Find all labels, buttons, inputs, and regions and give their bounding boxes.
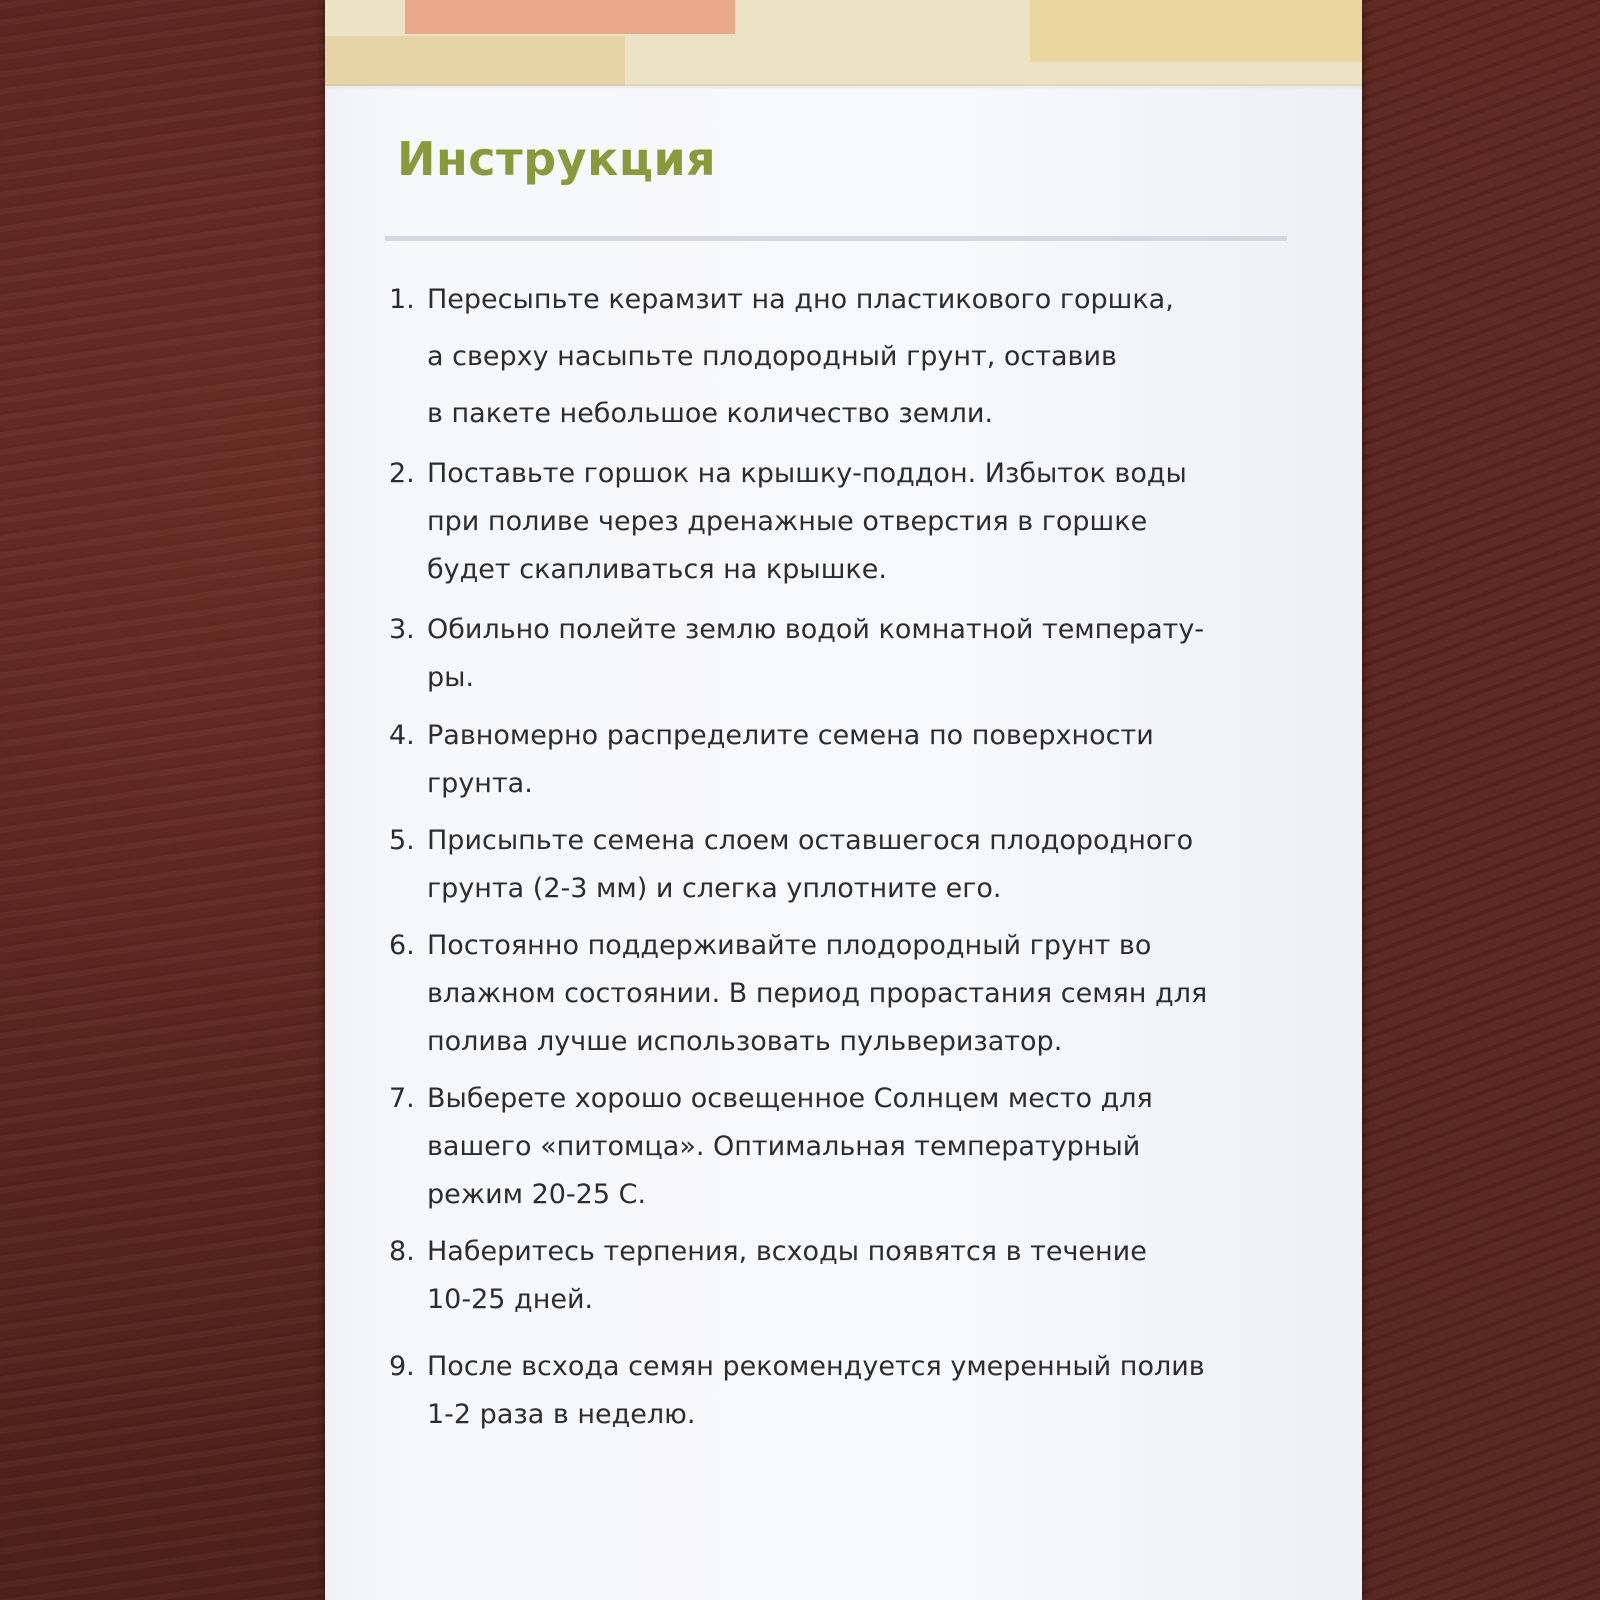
step-text-line: грунта (2-3 мм) и слегка уплотните его. bbox=[427, 873, 1002, 904]
header-torn-edge bbox=[325, 84, 1362, 90]
step-text-line: при поливе через дренажные отверстия в горшке bbox=[427, 506, 1148, 537]
step-number: 7. bbox=[389, 1083, 415, 1114]
step-text-line: Поставьте горшок на крышку-поддон. Избыток воды bbox=[427, 458, 1187, 489]
step-number: 8. bbox=[389, 1236, 415, 1267]
step-text-line: После всхода семян рекомендуется умеренный полив bbox=[427, 1351, 1205, 1382]
step-number: 3. bbox=[389, 614, 415, 645]
step-text-line: в пакете небольшое количество земли. bbox=[427, 398, 994, 429]
instruction-leaflet bbox=[325, 0, 1362, 1600]
step-text-line: вашего «питомца». Оптимальная температурный bbox=[427, 1131, 1141, 1162]
step-text-line: Равномерно распределите семена по поверхности bbox=[427, 720, 1154, 751]
step-text-line: полива лучше использовать пульверизатор. bbox=[427, 1026, 1063, 1057]
step-text-line: 10-25 дней. bbox=[427, 1284, 594, 1315]
step-number: 1. bbox=[389, 284, 415, 315]
step-text-line: ры. bbox=[427, 662, 475, 693]
step-text-line: Присыпьте семена слоем оставшегося плодородного bbox=[427, 825, 1194, 856]
step-text-line: Наберитесь терпения, всходы появятся в течение bbox=[427, 1236, 1147, 1267]
header-decor-block bbox=[325, 36, 625, 86]
step-text-line: режим 20-25 С. bbox=[427, 1179, 647, 1210]
header-decor-block bbox=[405, 0, 735, 34]
step-text-line: будет скапливаться на крышке. bbox=[427, 554, 887, 585]
step-text-line: а сверху насыпьте плодородный грунт, оставив bbox=[427, 341, 1117, 372]
step-text-line: Постоянно поддерживайте плодородный грунт во bbox=[427, 930, 1152, 961]
leaflet-header-band bbox=[325, 0, 1362, 86]
step-text-line: Выберете хорошо освещенное Солнцем место для bbox=[427, 1083, 1153, 1114]
step-text-line: 1-2 раза в неделю. bbox=[427, 1399, 696, 1430]
wooden-table-background bbox=[1362, 0, 1600, 1600]
step-text-line: Пересыпьте керамзит на дно пластикового горшка, bbox=[427, 284, 1174, 315]
header-decor-block bbox=[1030, 0, 1362, 62]
step-text-line: грунта. bbox=[427, 768, 533, 799]
step-number: 9. bbox=[389, 1351, 415, 1382]
step-number: 6. bbox=[389, 930, 415, 961]
step-number: 4. bbox=[389, 720, 415, 751]
step-number: 5. bbox=[389, 825, 415, 856]
step-text-line: Обильно полейте землю водой комнатной температу- bbox=[427, 614, 1205, 645]
instruction-title: Инструкция bbox=[397, 132, 717, 186]
step-number: 2. bbox=[389, 458, 415, 489]
title-divider bbox=[385, 236, 1287, 241]
step-text-line: влажном состоянии. В период прорастания семян для bbox=[427, 978, 1208, 1009]
